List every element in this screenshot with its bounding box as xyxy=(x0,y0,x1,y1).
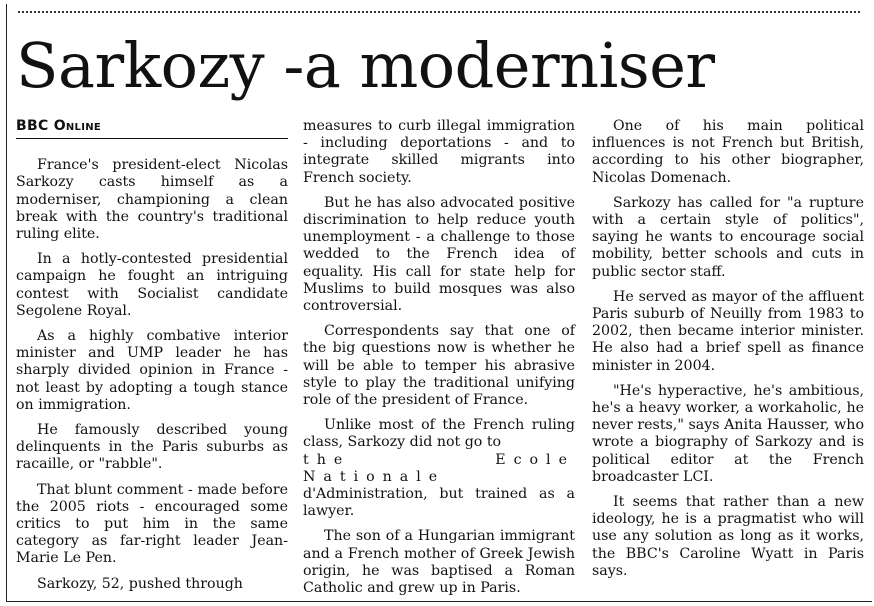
paragraph: France's president-elect Nicolas Sarkozy casts himself as a moderniser, championing a clean break with the country's traditional ruling elite. xyxy=(16,157,288,243)
text-run: d'Administration, but trained as a lawyer. xyxy=(303,486,575,520)
column-3 xyxy=(592,118,864,588)
paragraph: The son of a Hungarian immigrant and a French mother of Greek Jewish origin, he was baptised a Roman Catholic and grew up in Paris. xyxy=(303,528,575,597)
paragraph: In a hotly-contested presidential campaign he fought an intriguing contest with Socialist candidate Segolene Royal. xyxy=(16,251,288,319)
paragraph: Sarkozy has called for "a rupture with a certain style of politics", saying he wants to encourage social mobility, better schools and cuts in public sector staff. xyxy=(592,194,864,280)
column-2 xyxy=(303,118,575,605)
column-1 xyxy=(16,118,288,601)
paragraph: One of his main political influences is not French but British, according to his other biographer, Nicolas Domenach. xyxy=(592,118,864,186)
paragraph: That blunt comment - made before the 2005 riots - encouraged some critics to put him in the same category as far-right leader Jean-Marie Le Pen. xyxy=(16,481,288,567)
byline: BBC Online xyxy=(16,118,288,139)
paragraph xyxy=(303,417,575,520)
headline: Sarkozy -a moderniser xyxy=(16,29,715,102)
paragraph: But he has also advocated positive discrimination to help reduce youth unemployment - a challenge to those wedded to the French idea of equality. His call for state help for Muslims to build mosques was also controversial. xyxy=(303,194,575,315)
text-run: Unlike most of the French ruling class, Sarkozy did not go to xyxy=(303,417,575,451)
paragraph: It seems that rather than a new ideology, he is a pragmatist who will use any solution as long as it works, the BBC's Caroline Wyatt in Paris says. xyxy=(592,494,864,579)
dotted-rule xyxy=(18,11,860,13)
paragraph: He served as mayor of the affluent Paris suburb of Neuilly from 1983 to 2002, then became interior minister. He also had a brief spell as finance minister in 2004. xyxy=(592,288,864,374)
paragraph-continued: measures to curb illegal immigration - including deportations - and to integrate skilled migrants into French society. xyxy=(303,118,575,186)
paragraph: As a highly combative interior minister and UMP leader he has sharply divided opinion in France - not least by adopting a tough stance on immigration. xyxy=(16,328,288,413)
paragraph: Sarkozy, 52, pushed through xyxy=(37,575,243,592)
paragraph: "He's hyperactive, he's ambitious, he's a heavy worker, a workaholic, he never rests," says Anita Hausser, who wrote a biography of Sarkozy and is political editor at the French broadcaster LCI. xyxy=(592,382,864,485)
paragraph: Correspondents say that one of the big questions now is whether he will be able to temper his abrasive style to play the traditional unifying role of the president of France. xyxy=(303,323,575,409)
text-run: the Ecole Nationale xyxy=(303,451,575,485)
paragraph: He famously described young delinquents in the Paris suburbs as racaille, or "rabble". xyxy=(16,422,288,473)
